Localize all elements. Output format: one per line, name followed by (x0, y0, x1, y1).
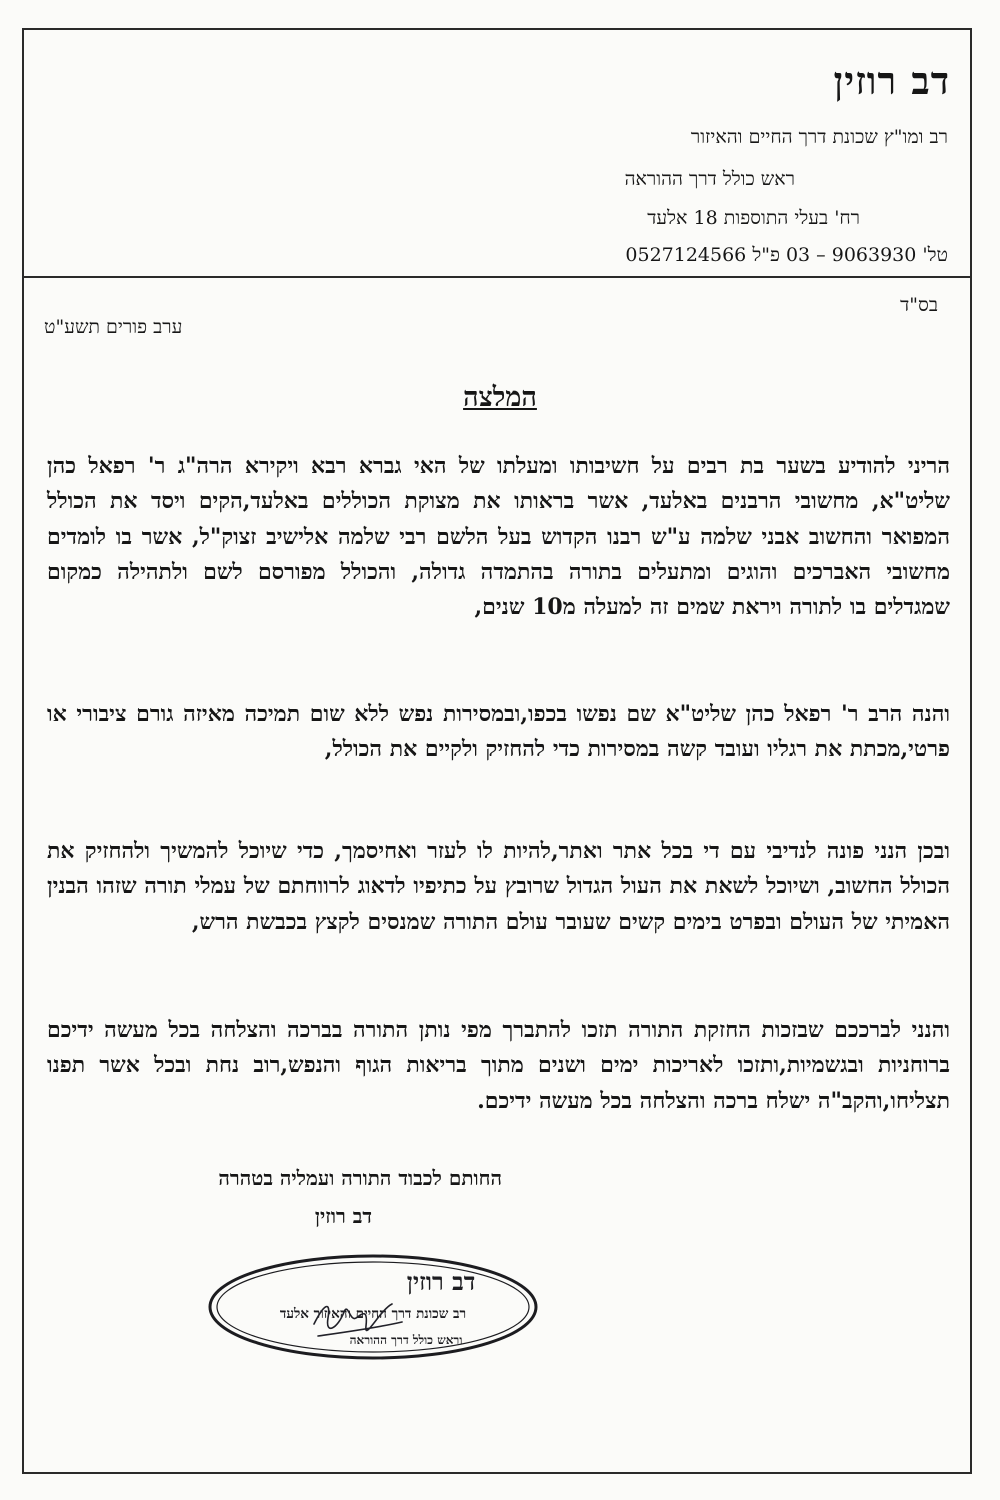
letterhead-name: דב רוזין (833, 58, 950, 103)
letter-date: ערב פורים תשע"ט (44, 316, 183, 338)
letterhead-title: רב ומו"ץ שכונת דרך החיים והאיזור (690, 126, 948, 148)
bsd-mark: בס"ד (900, 294, 938, 316)
stamp-position: וראש כולל דרך ההוראה (349, 1333, 463, 1347)
stamp-title: רב שכונת דרך החיים והאיזור אלעד (279, 1306, 467, 1322)
body-paragraph: ובכן הנני פונה לנדיבי עם די בכל אתר ואתר,להיות לו לעזר ואחיסמך, כדי שיוכל להמשיך ולהחזיק את הכולל החשוב, ושיוכל לשאת את העול הגדול שרובץ על כתיפיו לדאוג לרווחתם של עמלי תורה שזהו הבנין האמיתי של העולם ובפרט בימים קשים שעובר עולם התורה שמנסים לקצץ בכבשת הרש, (47, 838, 950, 935)
signature-name: דב רוזין (314, 1204, 372, 1228)
rabbinic-stamp (206, 1252, 540, 1362)
header-divider (22, 276, 972, 278)
body-paragraph: והנה הרב ר' רפאל כהן שליט"א שם נפשו בכפו,ובמסירות נפש ללא שום תמיכה מאיזה גורם ציבורי או פרטי,מכתת את רגליו ועובד קשה במסירות כדי להחזיק ולקיים את הכולל, (47, 701, 950, 763)
body-paragraph: והנני לברככם שבזכות החזקת התורה תזכו להתברך מפי נותן התורה בברכה והצלחה בכל מעשה ידיכם ברוחניות ובגשמיות,ותזכו לאריכות ימים ושנים מתוך בריאות הגוף והנפש,רוב נחת ובכל אשר תפנו תצליחו,והקב"ה ישלח ברכה והצלחה בכל מעשה ידיכם. (47, 1017, 950, 1114)
letterhead-address: רח' בעלי התוספות 18 אלעד (647, 207, 860, 229)
letterhead-phone: טל' 9063930 – 03 פ"ל 0527124566 (625, 244, 948, 266)
stamp-name: דב רוזין (406, 1267, 476, 1296)
closing-line: החותם לכבוד התורה ועמליה בטהרה (218, 1166, 502, 1190)
document-title: המלצה (463, 382, 537, 413)
body-paragraph: הריני להודיע בשער בת רבים על חשיבותו ומעלתו של האי גברא רבא ויקירא הרה"ג ר' רפאל כהן שליט"א, מחשובי הרבנים באלעד, אשר בראותו את מצוקת הכוללים באלעד,הקים ויסד את הכולל המפואר והחשוב אבני שלמה ע"ש רבנו הקדוש בעל הלשם רבי שלמה אלישיב זצוק"ל, אשר בו לומדים מחשובי האברכים והוגים ומתעלים בתורה בהתמדה גדולה, והכולל מפורסם לשם ולתהילה כמקום שמגדלים בו לתורה ויראת שמים זה למעלה מ10 שנים, (47, 453, 950, 621)
letterhead-position: ראש כולל דרך ההוראה (624, 168, 795, 190)
